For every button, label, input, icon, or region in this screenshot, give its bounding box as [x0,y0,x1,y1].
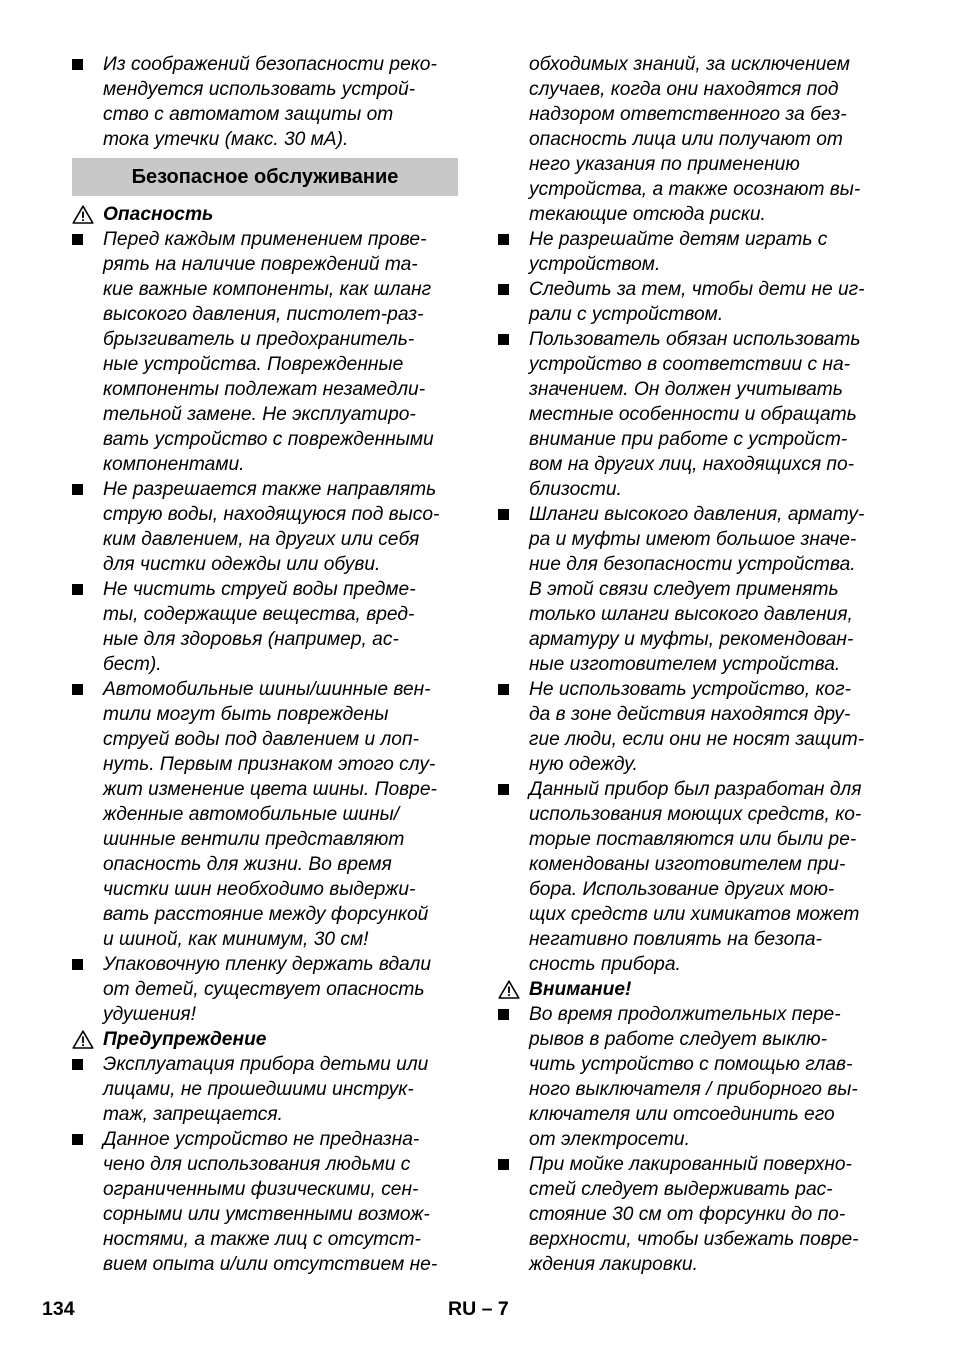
list-item [498,677,888,777]
text-line: внимание при работе с устройст- [529,429,848,450]
warning-label: Предупреждение [103,1029,267,1050]
warning-heading [72,1027,458,1052]
text-line: для чистки одежды или обуви. [103,554,381,575]
square-bullet-icon [498,684,509,695]
square-bullet-icon [72,234,83,245]
square-bullet-icon [72,484,83,495]
text-line: Пользователь обязан использовать [529,329,861,350]
text-line: комендованы изготовителем при- [529,854,846,875]
text-line: высокого давления, пистолет-раз- [103,304,424,325]
text-line: Не разрешайте детям играть с [529,229,828,250]
text-line: таж, запрещается. [103,1104,283,1125]
warning-triangle-icon [498,980,520,999]
language-page-marker: RU – 7 [448,1298,509,1320]
text-line: ты, содержащие вещества, вред- [103,604,415,625]
text-line: Эксплуатация прибора детьми или [103,1054,429,1075]
text-line: него указания по применению [529,154,800,175]
text-line: чистки шин необходимо выдержи- [103,879,416,900]
list-item [72,677,458,952]
text-line: бора. Использование других мою- [529,879,835,900]
text-line: гие люди, если они не носят защит- [529,729,865,750]
text-line: ные устройства. Поврежденные [103,354,404,375]
square-bullet-icon [498,1009,509,1020]
text-line: негативно повлиять на безопа- [529,929,822,950]
list-item [72,1127,458,1277]
text-line: В этой связи следует применять [529,579,839,600]
text-line: струю воды, находящуюся под высо- [103,504,440,525]
text-line: да в зоне действия находятся дру- [529,704,851,725]
list-item [72,52,458,152]
square-bullet-icon [498,509,509,520]
text-line: устройство в соответствии с на- [529,354,851,375]
warning-heading [72,202,458,227]
text-line: Не разрешается также направлять [103,479,437,500]
warning-triangle-icon [72,205,94,224]
text-line: опасность для жизни. Во время [103,854,392,875]
text-line: мендуется использовать устрой- [103,79,416,100]
text-line: стей следует выдерживать рас- [529,1179,833,1200]
text-line: устройства, а также осознают вы- [529,179,861,200]
text-line: брызгиватель и предохранитель- [103,329,415,350]
square-bullet-icon [498,784,509,795]
list-item [72,227,458,477]
text-line: нуть. Первым признаком этого слу- [103,754,436,775]
text-line: сность прибора. [529,954,681,975]
list-item [72,952,458,1027]
list-item [72,577,458,677]
text-line: При мойке лакированный поверхно- [529,1154,852,1175]
text-line: ра и муфты имеют большое значе- [529,529,857,550]
square-bullet-icon [72,1134,83,1145]
text-line: и шиной, как минимум, 30 см! [103,929,369,950]
text-line: ностями, а также лиц с отсутст- [103,1229,421,1250]
list-item [498,777,888,977]
list-item [72,1052,458,1127]
warning-label: Внимание! [529,979,632,1000]
text-line: надзором ответственного за без- [529,104,847,125]
text-line: случаев, когда они находятся под [529,79,839,100]
text-line: рали с устройством. [529,304,724,325]
text-line: компоненты подлежат незамедли- [103,379,426,400]
text-line: Во время продолжительных пере- [529,1004,841,1025]
right-column [498,52,888,1277]
text-line: Не использовать устройство, ког- [529,679,851,700]
text-line: устройством. [529,254,661,275]
text-line: жденные автомобильные шины/ [103,804,400,825]
section-heading: Безопасное обслуживание [72,158,458,196]
list-item [498,327,888,502]
text-line: тока утечки (макс. 30 мА). [103,129,349,150]
text-line: компонентами. [103,454,245,475]
list-item [72,477,458,577]
text-line: Данное устройство не предназна- [103,1129,420,1150]
text-line: тили могут быть повреждены [103,704,389,725]
text-line: бест). [103,654,162,675]
text-line: местные особенности и обращать [529,404,857,425]
square-bullet-icon [498,1159,509,1170]
square-bullet-icon [72,684,83,695]
text-line: удушения! [103,1004,196,1025]
text-line: струей воды под давлением и лоп- [103,729,419,750]
warning-triangle-icon [72,1030,94,1049]
list-item [498,1152,888,1277]
text-line: близости. [529,479,622,500]
text-line: ждения лакировки. [529,1254,698,1275]
square-bullet-icon [72,959,83,970]
text-line: ную одежду. [529,754,638,775]
text-line: чить устройство с помощью глав- [529,1054,853,1075]
text-line: от детей, существует опасность [103,979,425,1000]
text-line: кие важные компоненты, как шланг [103,279,432,300]
square-bullet-icon [498,334,509,345]
text-line: использования моющих средств, ко- [529,804,862,825]
text-line: только шланги высокого давления, [529,604,853,625]
list-item [498,277,888,327]
text-line: Шланги высокого давления, армату- [529,504,865,525]
text-line: шинные вентили представляют [103,829,405,850]
text-line: торые поставляются или были ре- [529,829,857,850]
text-line: жит изменение цвета шины. Повре- [103,779,437,800]
text-line: вом на других лиц, находящихся по- [529,454,855,475]
text-line: опасность лица или получают от [529,129,843,150]
text-line: тельной замене. Не эксплуатиро- [103,404,416,425]
text-line: вать устройство с поврежденными [103,429,434,450]
text-line: ство с автоматом защиты от [103,104,394,125]
warning-label: Опасность [103,204,214,225]
text-line: Следить за тем, чтобы дети не иг- [529,279,865,300]
text-line: арматуру и муфты, рекомендован- [529,629,854,650]
square-bullet-icon [72,584,83,595]
text-line: рывов в работе следует выклю- [529,1029,827,1050]
square-bullet-icon [72,59,83,70]
text-line: рять на наличие повреждений та- [103,254,418,275]
text-line: ные для здоровья (например, ас- [103,629,399,650]
text-line: Данный прибор был разработан для [529,779,862,800]
text-line: чено для использования людьми с [103,1154,411,1175]
text-line: от электросети. [529,1129,690,1150]
text-line: ние для безопасности устройства. [529,554,856,575]
list-item [498,1002,888,1152]
text-line: ного выключателя / приборного вы- [529,1079,858,1100]
text-line: стояние 30 см от форсунки до по- [529,1204,846,1225]
square-bullet-icon [72,1059,83,1070]
text-line: верхности, чтобы избежать повре- [529,1229,859,1250]
text-line: Не чистить струей воды предме- [103,579,416,600]
square-bullet-icon [498,234,509,245]
text-line: ограниченными физическими, сен- [103,1179,419,1200]
text-line: лицами, не прошедшими инструк- [103,1079,414,1100]
list-item [498,502,888,677]
text-line: Автомобильные шины/шинные вен- [103,679,431,700]
left-column [72,52,458,1277]
text-line: вать расстояние между форсункой [103,904,429,925]
text-line: Из соображений безопасности реко- [103,54,437,75]
text-line: сорными или умственными возмож- [103,1204,430,1225]
warning-heading [498,977,888,1002]
square-bullet-icon [498,284,509,295]
text-line: Упаковочную пленку держать вдали [103,954,432,975]
text-line: ключателя или отсоединить его [529,1104,835,1125]
page-number: 134 [42,1298,75,1320]
text-line: Перед каждым применением прове- [103,229,427,250]
text-line: ким давлением, на других или себя [103,529,420,550]
text-line: щих средств или химикатов может [529,904,860,925]
text-line: обходимых знаний, за исключением [529,54,850,75]
text-line: вием опыта и/или отсутствием не- [103,1254,438,1275]
list-item [498,227,888,277]
text-line: текающие отсюда риски. [529,204,766,225]
text-line: ные изготовителем устройства. [529,654,841,675]
list-item-continuation [498,52,888,227]
text-line: значением. Он должен учитывать [529,379,843,400]
